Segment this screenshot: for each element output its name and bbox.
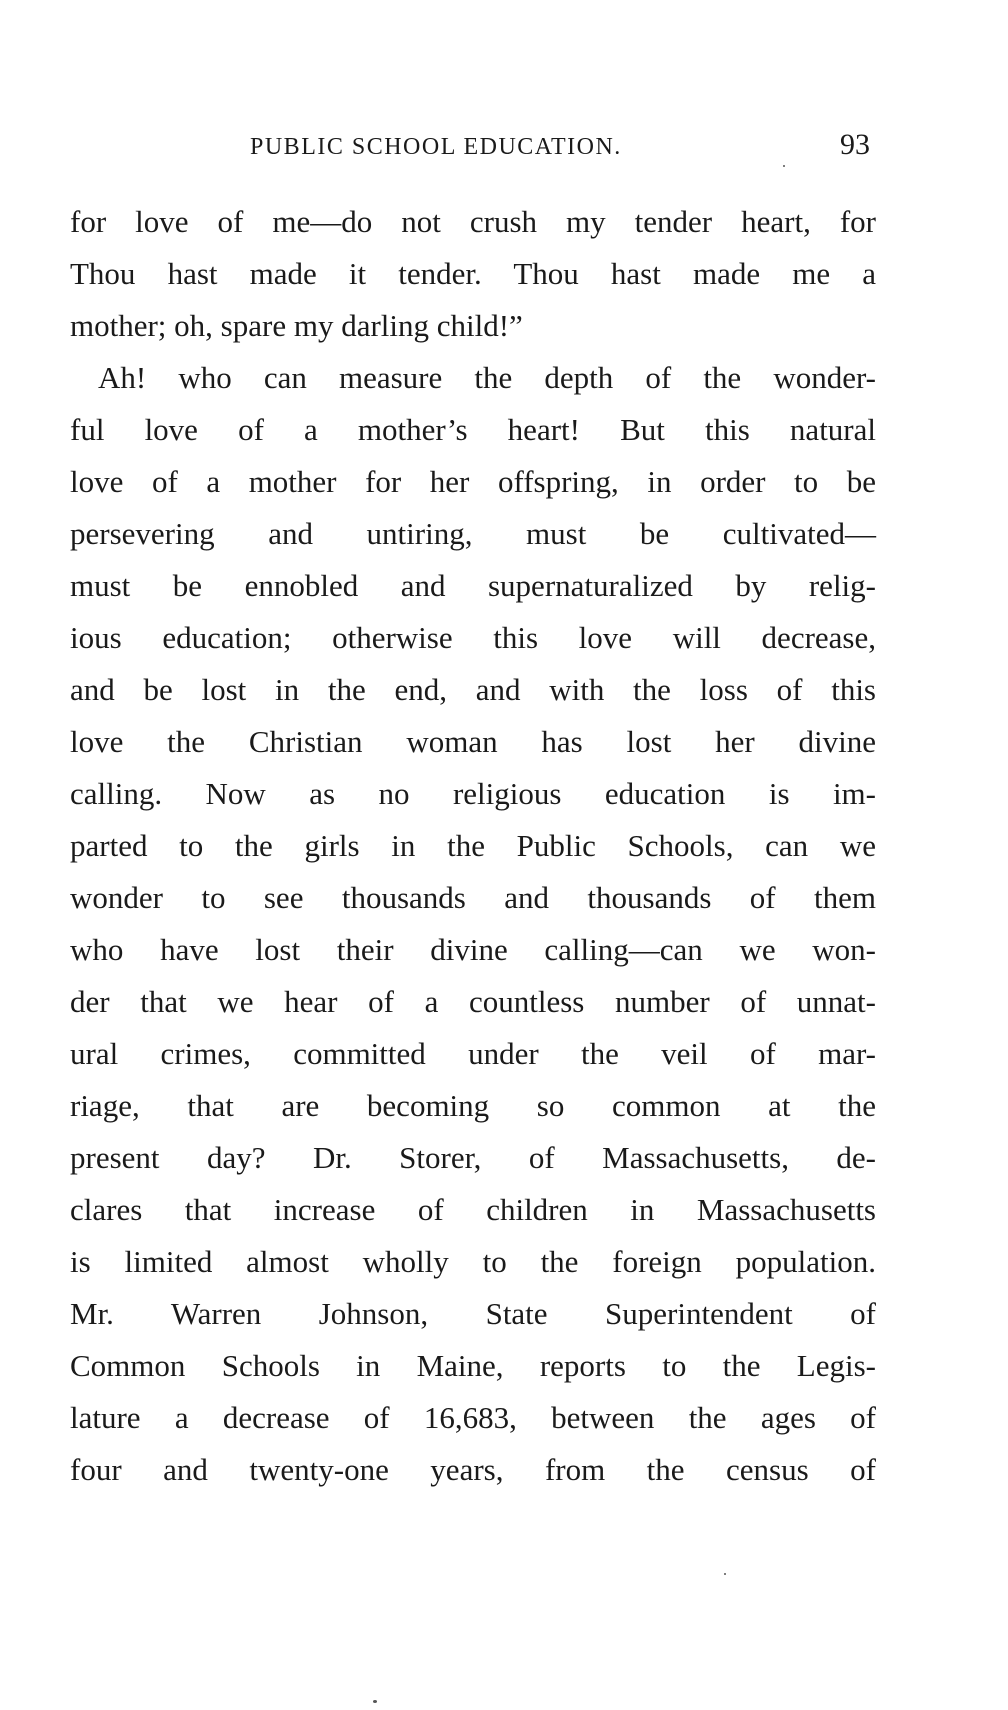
text-line: persevering and untiring, must be cultivated— <box>70 516 876 551</box>
text-line: ural crimes, committed under the veil of mar- <box>70 1036 876 1071</box>
text-line: must be ennobled and supernaturalized by relig- <box>70 568 876 603</box>
text-line: ious education; otherwise this love will decrease, <box>70 620 876 655</box>
text-line: Common Schools in Maine, reports to the Legis- <box>70 1348 876 1383</box>
text-line: present day? Dr. Storer, of Massachusetts, de- <box>70 1140 876 1175</box>
text-line: der that we hear of a countless number of unnat- <box>70 984 876 1019</box>
text-line: love the Christian woman has lost her divine <box>70 724 876 759</box>
text-line: love of a mother for her offspring, in order to be <box>70 464 876 499</box>
text-line: wonder to see thousands and thousands of them <box>70 880 876 915</box>
text-line: ful love of a mother’s heart! But this natural <box>70 412 876 447</box>
text-line: parted to the girls in the Public Schools, can we <box>70 828 876 863</box>
text-line: is limited almost wholly to the foreign population. <box>70 1244 876 1279</box>
text-line: lature a decrease of 16,683, between the ages of <box>70 1400 876 1435</box>
text-line: for love of me—do not crush my tender heart, for <box>70 204 876 239</box>
text-line: who have lost their divine calling—can we won- <box>70 932 876 967</box>
text-line: Thou hast made it tender. Thou hast made me a <box>70 256 876 291</box>
text-line: Ah! who can measure the depth of the wonder- <box>98 360 876 395</box>
paper-speck <box>373 1700 377 1703</box>
running-title: PUBLIC SCHOOL EDUCATION. <box>250 134 622 160</box>
text-line: four and twenty-one years, from the census of <box>70 1452 876 1487</box>
page-number: 93 <box>840 128 870 161</box>
text-line: clares that increase of children in Massachusetts <box>70 1192 876 1227</box>
paper-speck <box>783 165 785 167</box>
running-header <box>70 128 870 168</box>
text-line: mother; oh, spare my darling child!” <box>70 308 523 343</box>
paper-speck <box>724 1573 726 1575</box>
text-line: Mr. Warren Johnson, State Superintendent of <box>70 1296 876 1331</box>
body-text <box>70 196 876 1496</box>
text-line: and be lost in the end, and with the loss of this <box>70 672 876 707</box>
text-line: calling. Now as no religious education is im- <box>70 776 876 811</box>
text-line: riage, that are becoming so common at the <box>70 1088 876 1123</box>
